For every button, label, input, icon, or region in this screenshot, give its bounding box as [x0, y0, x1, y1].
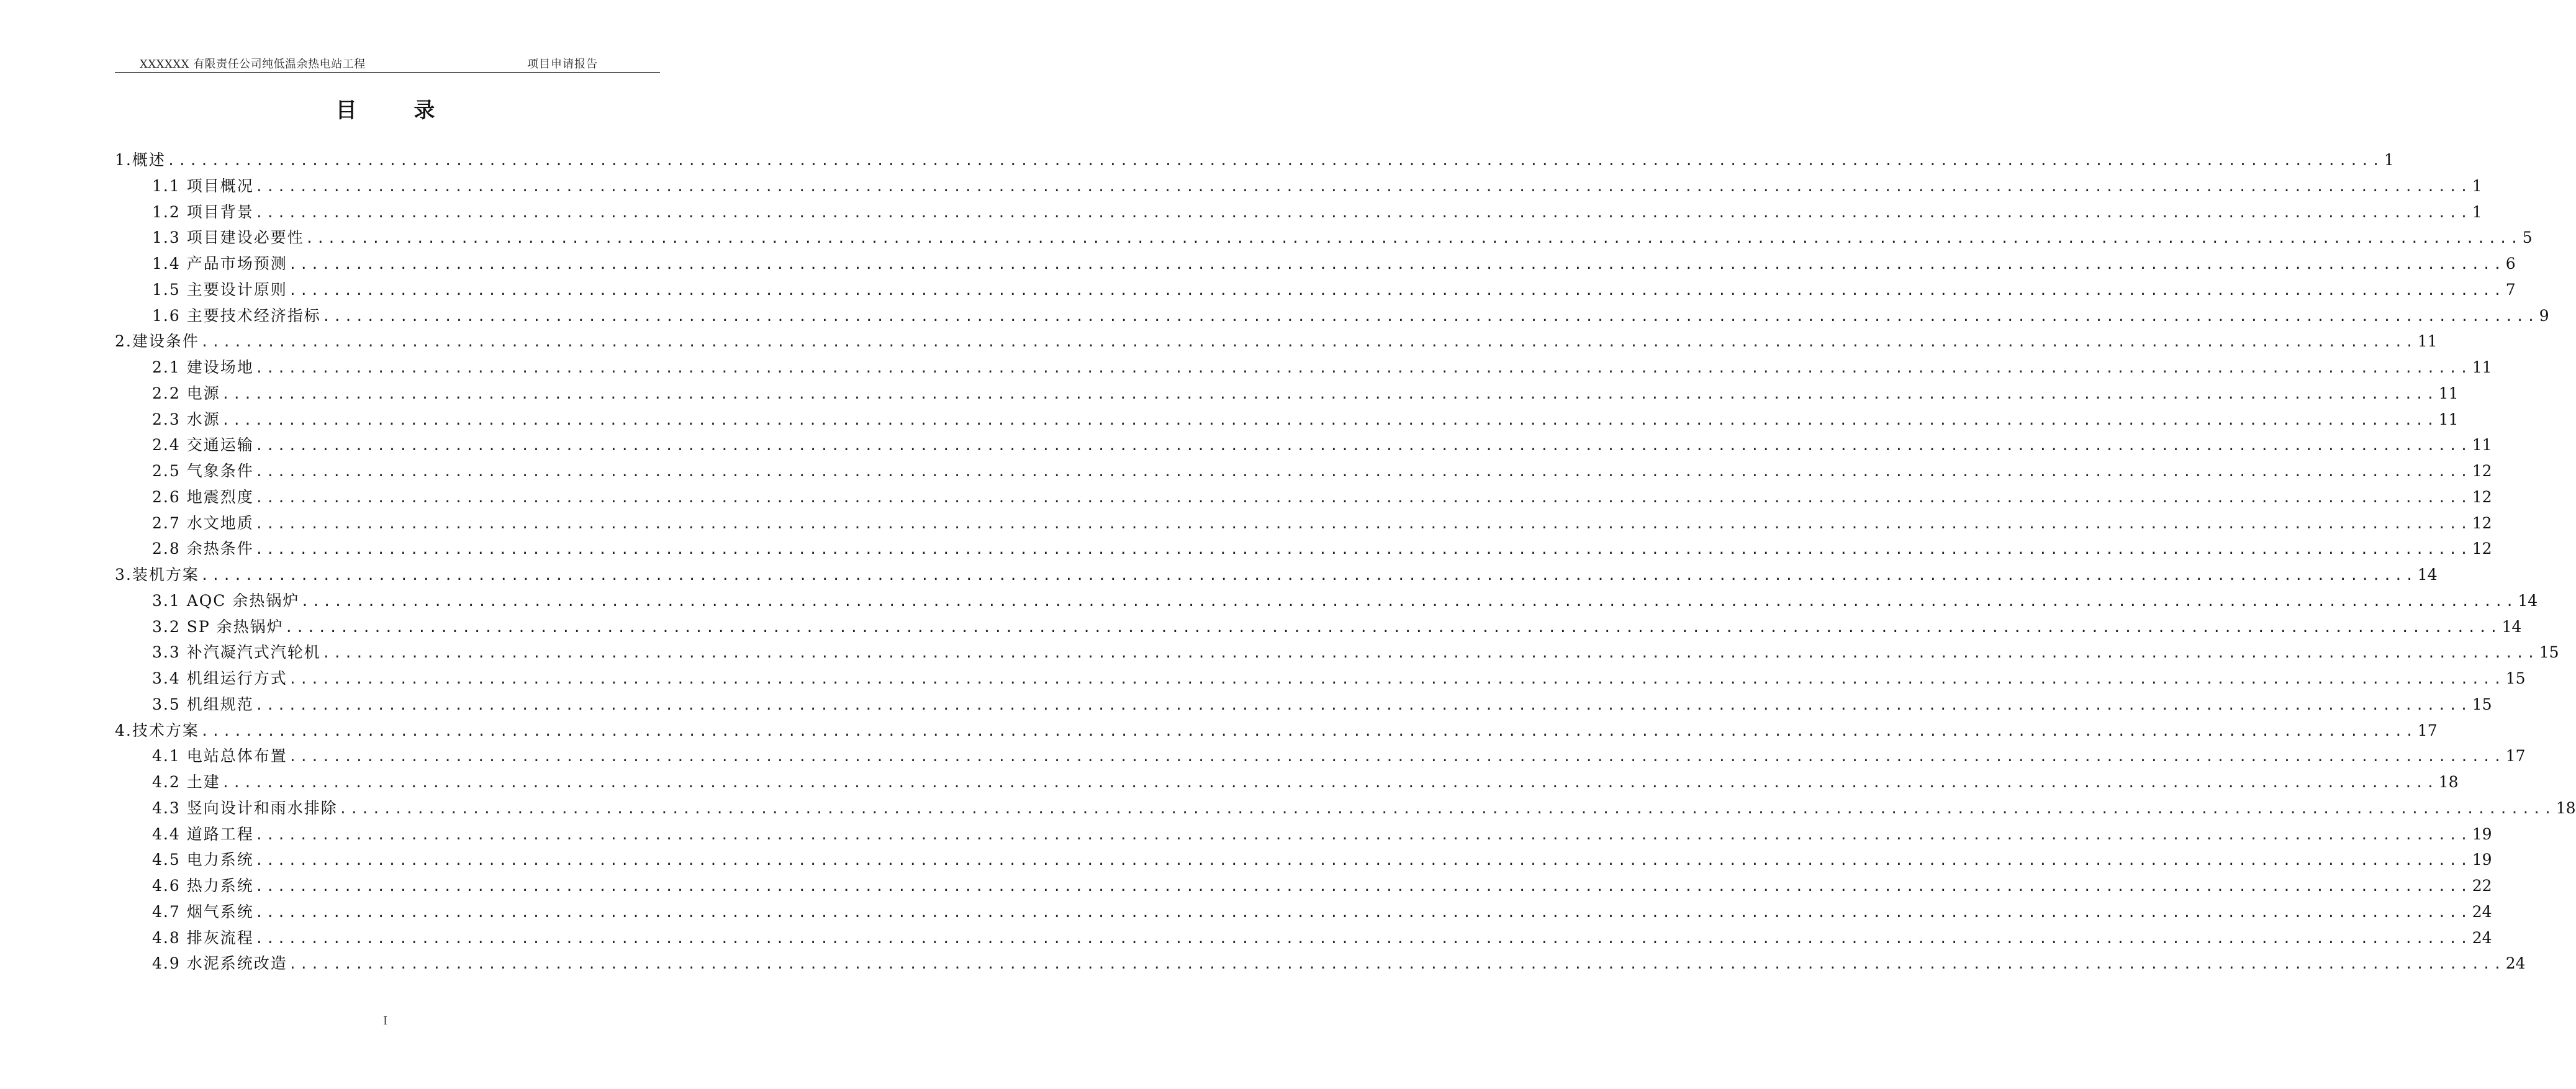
toc-entry-label: 2.4 交通运输 [152, 436, 254, 454]
toc-entry-label: 2.6 地震烈度 [152, 487, 254, 506]
toc-entry-label: 3.1 AQC 余热锅炉 [152, 591, 300, 610]
toc-section-entry[interactable] [115, 278, 2516, 304]
toc-entry-label: 2.3 水源 [152, 410, 220, 428]
toc-entry-page: 7 [2505, 280, 2516, 299]
toc-section-entry[interactable] [115, 744, 2526, 770]
toc-entry-page: 15 [2505, 669, 2526, 687]
toc-dot-leader: ........................................................................................................................................................................................................ [221, 412, 2438, 428]
toc-entry-label: 2.建设条件 [115, 332, 199, 351]
toc-section-entry[interactable] [115, 951, 2526, 977]
toc-entry-page: 11 [2438, 384, 2459, 402]
toc-section-entry[interactable] [115, 200, 2482, 226]
toc-section-entry[interactable] [115, 511, 2492, 537]
toc-entry-page: 14 [2501, 617, 2522, 636]
toc-dot-leader: ........................................................................................................................................................................................................ [288, 672, 2505, 687]
toc-entry-label: 3.4 机组运行方式 [152, 669, 287, 687]
toc-entry-page: 12 [2472, 513, 2492, 532]
toc-entry-label: 4.6 热力系统 [152, 877, 254, 895]
toc-entry-label: 1.1 项目概况 [152, 176, 254, 195]
toc-entry-page: 14 [2417, 566, 2438, 584]
toc-dot-leader: ........................................................................................................................................................................................................ [200, 723, 2416, 739]
toc-chapter-entry[interactable] [115, 563, 2438, 589]
toc-dot-leader: ........................................................................................................................................................................................................ [255, 361, 2471, 376]
toc-section-entry[interactable] [115, 381, 2459, 407]
toc-entry-label: 3.装机方案 [115, 566, 199, 584]
toc-section-entry[interactable] [115, 536, 2492, 563]
toc-dot-leader: ........................................................................................................................................................................................................ [255, 179, 2471, 195]
toc-entry-page: 24 [2505, 954, 2526, 973]
toc-entry-page: 22 [2472, 877, 2492, 895]
toc-chapter-entry[interactable] [115, 718, 2438, 744]
toc-dot-leader: ........................................................................................................................................................................................................ [322, 646, 2538, 662]
toc-dot-leader: ........................................................................................................................................................................................................ [301, 594, 2517, 610]
toc-section-entry[interactable] [115, 615, 2522, 641]
toc-entry-page: 1 [2472, 202, 2482, 221]
toc-chapter-entry[interactable] [115, 329, 2438, 355]
page-header [115, 53, 660, 73]
toc-entry-label: 3.2 SP 余热锅炉 [152, 617, 284, 636]
toc-entry-page: 17 [2417, 721, 2438, 739]
header-document-title: XXXXXX 有限责任公司纯低温余热电站工程 [140, 58, 366, 71]
toc-entry-page: 11 [2472, 358, 2492, 376]
toc-section-entry[interactable] [115, 459, 2492, 485]
toc-entry-label: 4.8 排灰流程 [152, 928, 254, 947]
toc-entry-page: 12 [2472, 462, 2492, 480]
toc-dot-leader: ........................................................................................................................................................................................................ [288, 257, 2505, 273]
toc-entry-page: 11 [2472, 436, 2492, 454]
toc-entry-page: 5 [2522, 228, 2533, 247]
toc-entry-label: 3.3 补汽凝汽式汽轮机 [152, 643, 321, 662]
toc-dot-leader: ........................................................................................................................................................................................................ [255, 853, 2471, 869]
toc-dot-leader: ........................................................................................................................................................................................................ [255, 827, 2471, 843]
toc-dot-leader: ........................................................................................................................................................................................................ [200, 335, 2416, 351]
toc-section-entry[interactable] [115, 900, 2492, 926]
toc-entry-label: 2.5 气象条件 [152, 462, 254, 480]
toc-entry-page: 15 [2539, 643, 2559, 662]
toc-dot-leader: ........................................................................................................................................................................................................ [255, 464, 2471, 480]
toc-section-entry[interactable] [115, 407, 2459, 433]
toc-dot-leader: ........................................................................................................................................................................................................ [255, 490, 2471, 506]
toc-entry-label: 3.5 机组规范 [152, 695, 254, 713]
toc-entry-label: 4.技术方案 [115, 721, 199, 739]
toc-section-entry[interactable] [115, 304, 2549, 330]
toc-entry-page: 1 [2384, 151, 2394, 169]
toc-entry-page: 24 [2472, 928, 2492, 947]
table-of-contents [115, 148, 2576, 977]
toc-dot-leader: ........................................................................................................................................................................................................ [255, 879, 2471, 895]
toc-entry-label: 1.4 产品市场预测 [152, 255, 287, 273]
toc-dot-leader: ........................................................................................................................................................................................................ [305, 231, 2521, 247]
toc-section-entry[interactable] [115, 433, 2492, 459]
toc-entry-label: 1.5 主要设计原则 [152, 280, 287, 299]
toc-section-entry[interactable] [115, 822, 2492, 848]
toc-chapter-entry[interactable] [115, 148, 2394, 174]
toc-dot-leader: ........................................................................................................................................................................................................ [284, 620, 2501, 636]
toc-entry-page: 9 [2539, 306, 2549, 325]
toc-section-entry[interactable] [115, 874, 2492, 900]
toc-entry-page: 1 [2472, 176, 2482, 195]
toc-section-entry[interactable] [115, 355, 2492, 381]
toc-section-entry[interactable] [115, 640, 2559, 666]
toc-dot-leader: ........................................................................................................................................................................................................ [221, 386, 2438, 402]
toc-entry-page: 6 [2505, 255, 2516, 273]
toc-section-entry[interactable] [115, 251, 2516, 278]
toc-entry-page: 14 [2518, 591, 2538, 610]
toc-dot-leader: ........................................................................................................................................................................................................ [255, 205, 2471, 221]
toc-entry-label: 1.3 项目建设必要性 [152, 228, 304, 247]
toc-entry-label: 2.2 电源 [152, 384, 220, 402]
toc-entry-page: 12 [2472, 487, 2492, 506]
toc-entry-page: 15 [2472, 695, 2492, 713]
toc-entry-page: 17 [2505, 747, 2526, 766]
toc-section-entry[interactable] [115, 589, 2538, 615]
toc-entry-label: 1.概述 [115, 151, 166, 169]
toc-dot-leader: ........................................................................................................................................................................................................ [288, 749, 2505, 766]
toc-dot-leader: ........................................................................................................................................................................................................ [166, 153, 2383, 169]
toc-dot-leader: ........................................................................................................................................................................................................ [255, 931, 2471, 947]
toc-dot-leader: ........................................................................................................................................................................................................ [255, 542, 2471, 558]
toc-section-entry[interactable] [115, 847, 2492, 874]
toc-dot-leader: ........................................................................................................................................................................................................ [221, 775, 2438, 791]
toc-entry-label: 1.2 项目背景 [152, 202, 254, 221]
toc-entry-page: 18 [2438, 773, 2459, 791]
toc-section-entry[interactable] [115, 485, 2492, 511]
toc-section-entry[interactable] [115, 692, 2492, 718]
toc-dot-leader: ........................................................................................................................................................................................................ [255, 905, 2471, 921]
toc-entry-label: 2.8 余热条件 [152, 540, 254, 558]
toc-entry-label: 2.7 水文地质 [152, 513, 254, 532]
toc-dot-leader: ........................................................................................................................................................................................................ [255, 697, 2471, 713]
toc-entry-label: 4.9 水泥系统改造 [152, 954, 287, 973]
toc-section-entry[interactable] [115, 174, 2482, 200]
toc-section-entry[interactable] [115, 926, 2492, 952]
toc-dot-leader: ........................................................................................................................................................................................................ [322, 309, 2538, 325]
header-report-type: 项目申请报告 [527, 58, 598, 71]
toc-entry-page: 11 [2438, 410, 2459, 428]
toc-section-entry[interactable] [115, 666, 2526, 692]
toc-section-entry[interactable] [115, 770, 2459, 796]
toc-section-entry[interactable] [115, 796, 2576, 822]
toc-dot-leader: ........................................................................................................................................................................................................ [255, 438, 2471, 454]
toc-dot-leader: ........................................................................................................................................................................................................ [338, 801, 2555, 817]
toc-entry-label: 1.6 主要技术经济指标 [152, 306, 321, 325]
toc-entry-page: 19 [2472, 825, 2492, 843]
toc-entry-label: 4.4 道路工程 [152, 825, 254, 843]
toc-entry-label: 4.3 竖向设计和雨水排除 [152, 798, 338, 817]
toc-entry-label: 4.1 电站总体布置 [152, 747, 287, 766]
toc-entry-label: 4.5 电力系统 [152, 851, 254, 869]
toc-entry-page: 18 [2556, 798, 2576, 817]
toc-entry-page: 24 [2472, 902, 2492, 921]
toc-dot-leader: ........................................................................................................................................................................................................ [255, 516, 2471, 532]
toc-entry-page: 11 [2417, 332, 2438, 351]
toc-entry-page: 12 [2472, 540, 2492, 558]
toc-dot-leader: ........................................................................................................................................................................................................ [288, 957, 2505, 973]
toc-entry-label: 4.7 烟气系统 [152, 902, 254, 921]
toc-entry-label: 4.2 土建 [152, 773, 220, 791]
toc-entry-page: 19 [2472, 851, 2492, 869]
toc-dot-leader: ........................................................................................................................................................................................................ [288, 282, 2505, 299]
toc-dot-leader: ........................................................................................................................................................................................................ [200, 568, 2416, 584]
toc-title: 目 录 [335, 98, 460, 123]
toc-section-entry[interactable] [115, 225, 2533, 251]
toc-entry-label: 2.1 建设场地 [152, 358, 254, 376]
page-number: I [382, 1014, 388, 1028]
